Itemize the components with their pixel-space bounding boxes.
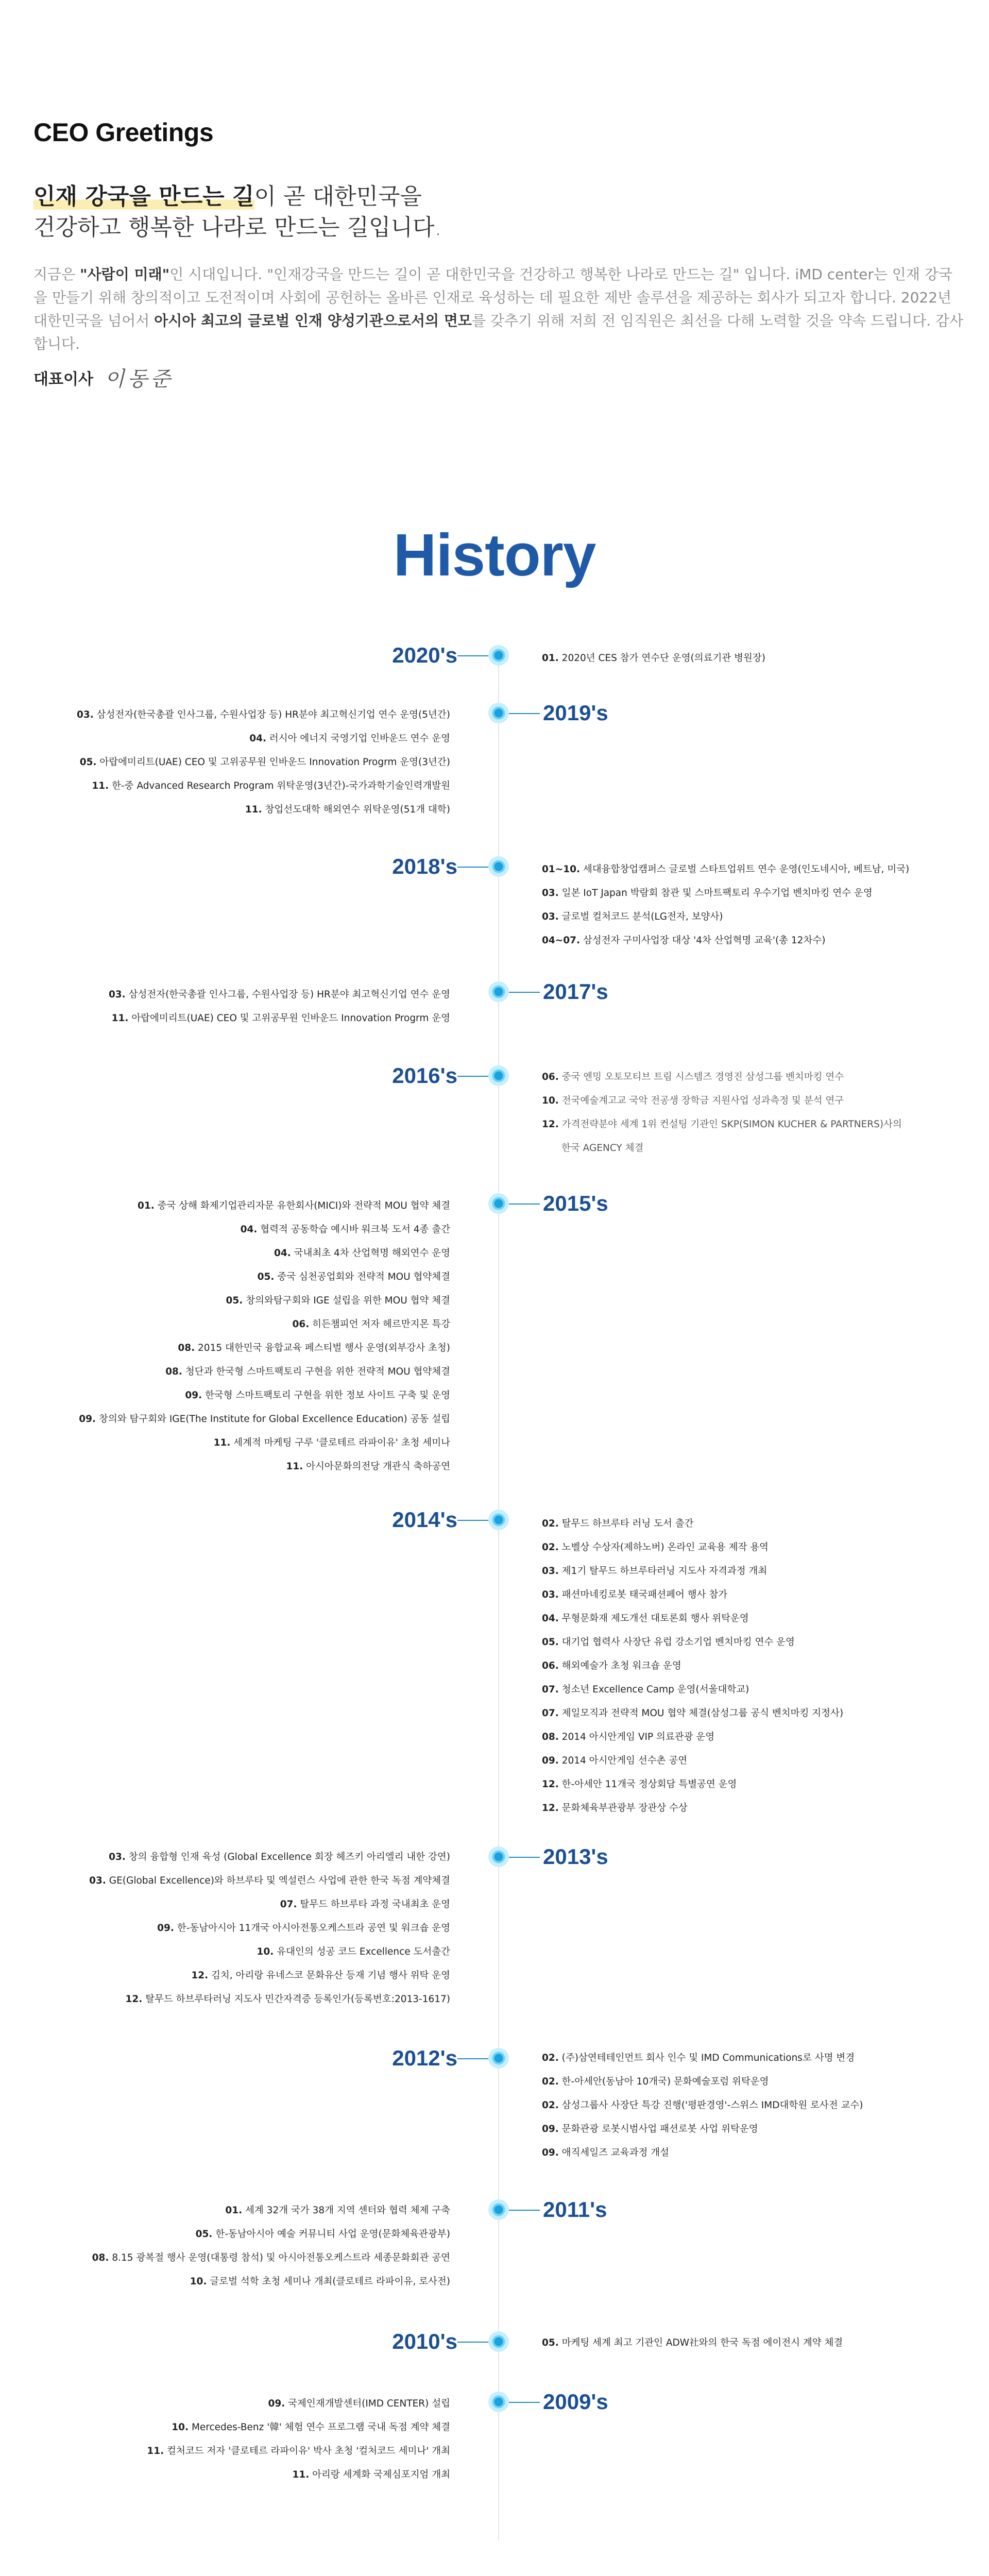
item-text: 아랍에미리트(UAE) CEO 및 고위공무원 인바운드 Innovation Progrm 운영(3년간) bbox=[99, 757, 450, 768]
era-year: 2012's bbox=[392, 2046, 457, 2070]
item-text: 한-아세안(동남아 10개국) 문화예술포럼 위탁운영 bbox=[561, 2076, 769, 2087]
item-text: (주)삼연테테인먼트 회사 인수 및 IMD Communications로 사명 변경 bbox=[561, 2053, 855, 2063]
ceo-role: 대표이사 bbox=[33, 370, 93, 388]
timeline-dot-icon bbox=[488, 645, 509, 666]
item-text: 협력적 공동학습 예시바 워크북 도서 4종 출간 bbox=[260, 1224, 450, 1235]
item-month: 01~10. bbox=[542, 864, 581, 875]
history-item bbox=[542, 1560, 843, 1583]
item-text: 전국예술계고교 국악 전공생 장학금 지원사업 성과측정 및 분석 연구 bbox=[561, 1095, 844, 1106]
timeline-dot-icon bbox=[488, 981, 509, 1002]
item-month: 04~07. bbox=[542, 935, 581, 946]
item-month: 02. bbox=[542, 2100, 559, 2111]
timeline-dot-icon bbox=[488, 1065, 509, 1086]
timeline-connector bbox=[509, 992, 540, 993]
item-month: 04. bbox=[249, 733, 267, 744]
body-text: 인 시대입니다. "인재강국을 만드는 길이 곧 대한민국을 건강하고 행복한 나라로 만드는 길" 입니다. iMD center는 인재 강국을 만들기 위해 창의적이고 도전적이며 사회에 공헌하는 올바른 인재로 육성하는 데 필요한 제반 솔루션을 제공하는 회사가 되고자 합니다. 2022년 대한민국을 넘어서 bbox=[33, 266, 952, 329]
item-text: 아리랑 세계화 국제심포지엄 개최 bbox=[312, 2469, 450, 2480]
timeline-connector bbox=[457, 1520, 488, 1521]
history-item bbox=[542, 2046, 863, 2070]
history-item bbox=[92, 2199, 450, 2223]
history-item bbox=[79, 1313, 450, 1336]
item-month: 08. bbox=[92, 2252, 109, 2263]
timeline-connector bbox=[509, 1204, 540, 1205]
history-item bbox=[77, 798, 450, 822]
timeline-connector bbox=[457, 2342, 488, 2343]
item-text: 제1기 탈무드 하브루타러닝 지도사 자격과정 개최 bbox=[561, 1566, 768, 1577]
item-month: 07. bbox=[280, 1899, 297, 1910]
timeline-connector bbox=[509, 713, 540, 714]
timeline-dot-icon bbox=[488, 1846, 509, 1867]
timeline-dot-icon bbox=[488, 2199, 509, 2220]
history-item bbox=[542, 1678, 843, 1702]
era-year: 2010's bbox=[392, 2329, 457, 2353]
item-month: 05. bbox=[226, 1295, 243, 1306]
item-month: 09. bbox=[185, 1390, 202, 1401]
body-emphasis: 아시아 최고의 글로벌 인재 양성기관으로서의 면모 bbox=[154, 312, 472, 329]
history-item bbox=[542, 1583, 843, 1607]
item-month: 08. bbox=[542, 1732, 559, 1742]
item-month: 08. bbox=[165, 1366, 182, 1377]
item-month: 05. bbox=[542, 2337, 559, 2348]
item-month: 11. bbox=[111, 1013, 129, 1024]
era-year: 2013's bbox=[543, 1844, 608, 1869]
history-item bbox=[92, 2223, 450, 2246]
item-month: 06. bbox=[542, 1660, 559, 1671]
item-month: 02. bbox=[542, 1518, 559, 1529]
history-item bbox=[542, 2331, 843, 2355]
ceo-signature bbox=[33, 363, 961, 392]
era-year: 2020's bbox=[392, 643, 457, 667]
history-item bbox=[89, 1964, 450, 1988]
history-item bbox=[92, 2246, 450, 2270]
item-text: 마케팅 세계 최고 기관인 ADW社와의 한국 독점 에이전시 계약 체결 bbox=[561, 2337, 843, 2348]
item-month: 09. bbox=[157, 1923, 174, 1934]
history-item bbox=[542, 2117, 863, 2141]
item-text: 2014 아시안게임 선수촌 공연 bbox=[561, 1755, 688, 1766]
era-year: 2009's bbox=[543, 2389, 608, 2414]
era-items bbox=[89, 1845, 450, 2011]
history-item bbox=[147, 2463, 450, 2487]
ceo-body bbox=[33, 263, 966, 355]
era-items bbox=[542, 858, 909, 953]
era-year: 2018's bbox=[392, 854, 457, 878]
history-item bbox=[79, 1242, 450, 1265]
item-text: 2015 대한민국 융합교육 페스티벌 행사 운영(외부강사 초청) bbox=[198, 1343, 450, 1353]
era-items bbox=[542, 2046, 863, 2165]
history-item bbox=[542, 1065, 902, 1089]
history-item bbox=[89, 1917, 450, 1940]
item-text: 2014 아시안게임 VIP 의료관광 운영 bbox=[561, 1732, 715, 1742]
history-item bbox=[79, 1265, 450, 1289]
timeline-connector bbox=[509, 2210, 540, 2211]
item-month: 09. bbox=[268, 2398, 285, 2409]
era-year: 2011's bbox=[543, 2197, 607, 2222]
item-text: 삼성전자(한국총괄 인사그룹, 수원사업장 등) HR분야 최고혁신기업 연수 운영 bbox=[128, 989, 450, 1000]
era-year: 2016's bbox=[392, 1063, 457, 1088]
timeline-dot-icon bbox=[488, 703, 509, 723]
item-month: 07. bbox=[542, 1684, 559, 1695]
history-item bbox=[109, 983, 450, 1007]
era-year: 2019's bbox=[543, 701, 608, 725]
history-item bbox=[542, 2094, 863, 2117]
item-month: 11. bbox=[292, 2469, 310, 2480]
timeline-connector bbox=[457, 867, 488, 868]
item-month: 05. bbox=[257, 1272, 275, 1282]
item-month: 04. bbox=[240, 1224, 258, 1235]
item-text: 세대융합창업캠퍼스 글로벌 스타트업위트 연수 운영(인도네시아, 베트남, 미국) bbox=[583, 864, 910, 875]
history-item bbox=[79, 1336, 450, 1360]
item-text: 세계 32개 국가 38개 지역 센터와 협력 체제 구축 bbox=[245, 2205, 450, 2216]
item-text: 한-동남아시아 11개국 아시아전통오케스트라 공연 및 워크숍 운영 bbox=[177, 1923, 450, 1934]
timeline-dot-icon bbox=[488, 2331, 509, 2352]
era-items bbox=[92, 2199, 450, 2294]
item-text: 대기업 협력사 사장단 유럽 강소기업 벤치마킹 연수 운영 bbox=[561, 1637, 795, 1648]
item-month: 09. bbox=[79, 1414, 96, 1425]
item-month: 03. bbox=[108, 989, 126, 1000]
item-month: 01. bbox=[225, 2205, 243, 2216]
item-month: 09. bbox=[542, 2147, 559, 2158]
history-item bbox=[79, 1218, 450, 1242]
item-text: 한국 AGENCY 체결 bbox=[561, 1143, 644, 1154]
item-text: 한-동남아시아 예술 커뮤니티 사업 운영(문화체육관광부) bbox=[215, 2229, 450, 2240]
era-year: 2014's bbox=[392, 1507, 457, 1532]
item-month: 03. bbox=[89, 1875, 106, 1886]
headline-line2: 건강하고 행복한 나라로 만드는 길입니다. bbox=[33, 214, 442, 241]
item-month: 02. bbox=[542, 2053, 559, 2063]
history-item bbox=[79, 1455, 450, 1479]
history-item bbox=[92, 2270, 450, 2294]
history-item bbox=[77, 703, 450, 727]
item-month: 02. bbox=[542, 1542, 559, 1553]
history-item bbox=[79, 1431, 450, 1455]
item-text: 히든챔피언 저자 헤르만지몬 특강 bbox=[312, 1319, 450, 1330]
item-text: 탈무드 하브루타 러닝 도서 출간 bbox=[561, 1518, 694, 1529]
history-item bbox=[542, 905, 909, 929]
history-item bbox=[89, 1869, 450, 1893]
item-month: 10. bbox=[190, 2276, 207, 2287]
ceo-headline bbox=[33, 181, 961, 243]
item-month: 04. bbox=[542, 1613, 559, 1624]
item-month: 10. bbox=[172, 2422, 189, 2433]
item-month: 02. bbox=[542, 2076, 559, 2087]
item-month: 11. bbox=[286, 1461, 303, 1472]
era-year: 2017's bbox=[543, 979, 608, 1004]
item-month: 04. bbox=[274, 1248, 291, 1259]
history-item bbox=[542, 1536, 843, 1560]
era-items bbox=[542, 647, 765, 670]
item-text: 무형문화재 제도개선 대토론회 행사 위탁운영 bbox=[561, 1613, 749, 1624]
history-item bbox=[79, 1194, 450, 1218]
history-item bbox=[79, 1289, 450, 1313]
item-text: 세계적 마케팅 구루 '클로테르 라파이유' 초청 세미나 bbox=[233, 1437, 450, 1448]
item-text: 중국 심천공업회와 전략적 MOU 협약체결 bbox=[277, 1272, 450, 1282]
item-text: 창의와 탐구회와 IGE(The Institute for Global Excellence Education) 공동 설립 bbox=[98, 1414, 450, 1425]
item-month: 05. bbox=[542, 1637, 559, 1648]
timeline-connector bbox=[457, 1076, 488, 1077]
item-text: GE(Global Excellence)와 하브루타 및 엑설런스 사업에 관한 한국 독점 계약체결 bbox=[109, 1875, 450, 1886]
timeline-dot-icon bbox=[488, 2048, 509, 2069]
era-items bbox=[147, 2392, 450, 2487]
history-item bbox=[89, 1845, 450, 1869]
item-text: 패션마네킹로봇 태국패션페어 행사 참가 bbox=[561, 1589, 728, 1600]
item-month: 01. bbox=[542, 653, 559, 664]
era-items bbox=[542, 1512, 843, 1820]
history-item bbox=[89, 1940, 450, 1964]
item-text: Mercedes-Benz '韓' 체험 연수 프로그램 국내 독점 계약 체결 bbox=[191, 2422, 450, 2433]
item-text: 해외예술가 초청 워크숍 운영 bbox=[561, 1660, 681, 1671]
item-month: 03. bbox=[542, 888, 559, 899]
era-items bbox=[542, 2331, 843, 2355]
history-item bbox=[542, 1797, 843, 1820]
era-year: 2015's bbox=[543, 1191, 608, 1215]
item-text: 김치, 아리랑 유네스코 문화유산 등재 기념 행사 위탁 운영 bbox=[211, 1970, 450, 1981]
body-text: 지금은 bbox=[33, 266, 80, 283]
era-items bbox=[109, 983, 450, 1030]
item-text: 한-아세안 11개국 정상회담 특별공연 운영 bbox=[561, 1779, 737, 1790]
item-text: 삼성그룹사 사장단 특강 진행('평판경영'-스위스 IMD대학원 로사전 교수) bbox=[561, 2100, 863, 2111]
history-item bbox=[77, 774, 450, 798]
item-month: 11. bbox=[213, 1437, 231, 1448]
item-text: 탈무드 하브루타러닝 지도사 민간자격증 등록인가(등록번호:2013-1617) bbox=[145, 1994, 450, 2005]
history-title: History bbox=[393, 521, 596, 588]
history-item bbox=[542, 882, 909, 905]
item-month: 05. bbox=[195, 2229, 213, 2240]
timeline-line bbox=[498, 654, 499, 2540]
headline-highlight: 인재 강국을 만드는 길 bbox=[33, 183, 254, 210]
timeline-connector bbox=[509, 2402, 540, 2403]
ceo-signature-name: 이동준 bbox=[104, 367, 174, 391]
item-month: 09. bbox=[542, 2124, 559, 2134]
item-month: 03. bbox=[109, 1852, 126, 1862]
item-month: 12. bbox=[542, 1119, 559, 1130]
item-month: 11. bbox=[92, 781, 109, 791]
item-month: 08. bbox=[178, 1343, 195, 1353]
item-text: 삼성전자 구미사업장 대상 '4차 산업혁명 교육'(총 12차수) bbox=[583, 935, 826, 946]
history-item bbox=[542, 1725, 843, 1749]
history-item bbox=[542, 929, 909, 953]
item-month: 12. bbox=[191, 1970, 209, 1981]
history-item bbox=[542, 858, 909, 882]
item-text: 삼성전자(한국총괄 인사그룹, 수원사업장 등) HR분야 최고혁신기업 연수 운영(5년간) bbox=[96, 709, 450, 720]
timeline-dot-icon bbox=[488, 1193, 509, 1214]
item-text: 문화관광 로봇시범사업 패션로봇 사업 위탁운영 bbox=[561, 2124, 758, 2134]
era-items bbox=[79, 1194, 450, 1479]
item-text: 한-중 Advanced Research Program 위탁운영(3년간)-국가과학기술인력개발원 bbox=[112, 781, 450, 791]
history-item bbox=[542, 1654, 843, 1678]
history-item bbox=[542, 1749, 843, 1773]
item-month: 06. bbox=[542, 1072, 559, 1082]
item-month: 10. bbox=[542, 1095, 559, 1106]
item-month: 03. bbox=[542, 1566, 559, 1577]
history-item bbox=[89, 1988, 450, 2011]
history-item bbox=[542, 1702, 843, 1725]
timeline-connector bbox=[509, 1857, 540, 1858]
body-text: 를 갖추기 위해 저희 전 임직원은 최선을 다해 노력할 것을 약속 드립니다. 감사합니다. bbox=[33, 312, 964, 352]
era-items bbox=[77, 703, 450, 822]
history-item bbox=[542, 1607, 843, 1631]
history-item bbox=[542, 1137, 902, 1160]
body-emphasis: "사람이 미래" bbox=[80, 266, 170, 283]
era-items bbox=[542, 1065, 902, 1160]
item-text: 한국형 스마트팩토리 구현을 위한 정보 사이트 구축 및 운영 bbox=[205, 1390, 450, 1401]
history-item bbox=[147, 2439, 450, 2463]
item-text: 창업선도대학 해외연수 위탁운영(51개 대학) bbox=[265, 804, 450, 815]
item-month: 11. bbox=[245, 804, 262, 815]
item-month: 06. bbox=[292, 1319, 310, 1330]
item-text: 중국 상해 화제기업관리자문 유한회사(MICI)와 전략적 MOU 협약 체결 bbox=[157, 1200, 450, 1211]
history-item bbox=[109, 1007, 450, 1030]
item-text: 창의와탐구회와 IGE 설립을 위한 MOU 협약 체결 bbox=[246, 1295, 450, 1306]
ceo-greetings-section bbox=[33, 117, 964, 392]
history-item bbox=[542, 1113, 902, 1137]
item-month: 01. bbox=[137, 1200, 155, 1211]
history-item bbox=[542, 1631, 843, 1654]
item-text: 창의 융합형 인재 육성 (Global Excellence 회장 헤즈키 아리엘리 내한 강연) bbox=[128, 1852, 450, 1862]
item-month: 10. bbox=[257, 1946, 274, 1957]
item-text: 청소년 Excellence Camp 운영(서울대학교) bbox=[561, 1684, 749, 1695]
item-text: 문화체육부관광부 장관상 수상 bbox=[561, 1803, 688, 1814]
history-item bbox=[79, 1408, 450, 1431]
history-item bbox=[542, 647, 765, 670]
item-text: 제일모직과 전략적 MOU 협약 체결(삼성그룹 공식 벤치마킹 지정사) bbox=[561, 1708, 844, 1719]
history-item bbox=[542, 1089, 902, 1113]
item-text: 러시아 에너지 국영기업 인바운드 연수 운영 bbox=[269, 733, 450, 744]
timeline-connector bbox=[457, 655, 488, 656]
history-item bbox=[89, 1893, 450, 1917]
history-item bbox=[77, 727, 450, 751]
history-item bbox=[542, 1512, 843, 1536]
timeline-dot-icon bbox=[488, 1510, 509, 1530]
history-item bbox=[147, 2416, 450, 2439]
history-item bbox=[77, 751, 450, 774]
item-text: 국제인재개발센터(IMD CENTER) 설립 bbox=[288, 2398, 450, 2409]
item-text: 국내최초 4차 산업혁명 해외연수 운영 bbox=[294, 1248, 450, 1259]
item-text: 일본 IoT Japan 박람회 참관 및 스마트팩토리 우수기업 벤치마킹 연수 운영 bbox=[561, 888, 873, 899]
item-month: 07. bbox=[542, 1708, 559, 1719]
timeline-dot-icon bbox=[488, 856, 509, 877]
history-item bbox=[79, 1384, 450, 1408]
item-text: 애직세일즈 교육과정 개설 bbox=[561, 2147, 670, 2158]
history-item bbox=[542, 2070, 863, 2094]
item-month: 09. bbox=[542, 1755, 559, 1766]
item-text: 유대인의 성공 코드 Excellence 도서출간 bbox=[277, 1946, 450, 1957]
item-text: 글로벌 컬처코드 분석(LG전자, 보양사) bbox=[561, 911, 723, 922]
item-month: 12. bbox=[542, 1779, 559, 1790]
headline-text: 이 곧 대한민국을 bbox=[254, 183, 422, 210]
history-item bbox=[542, 1773, 843, 1797]
item-month: 03. bbox=[77, 709, 94, 720]
history-item bbox=[79, 1360, 450, 1384]
item-month: 11. bbox=[147, 2446, 164, 2456]
item-text: 글로벌 석학 초청 세미나 개최(클로테르 라파이유, 로사전) bbox=[210, 2276, 450, 2287]
item-text: 청단과 한국형 스마트팩토리 구현을 위한 전략적 MOU 협약체결 bbox=[185, 1366, 450, 1377]
item-text: 8.15 광복절 행사 운영(대통령 참석) 및 아시아전통오케스트라 세종문화회관 공연 bbox=[112, 2252, 450, 2263]
history-item bbox=[147, 2392, 450, 2416]
item-month: 12. bbox=[542, 1803, 559, 1814]
item-text: 2020년 CES 참가 연수단 운영(의료기관 병원장) bbox=[561, 653, 766, 664]
item-month: 12. bbox=[125, 1994, 143, 2005]
timeline-dot-icon bbox=[488, 2392, 509, 2412]
item-text: 컬처코드 저자 '클로테르 라파이유' 박사 초청 '컬처코드 세미나' 개최 bbox=[167, 2446, 450, 2456]
timeline-connector bbox=[457, 2058, 488, 2059]
history-item bbox=[542, 2141, 863, 2165]
item-month: 03. bbox=[542, 911, 559, 922]
ceo-title: CEO Greetings bbox=[33, 118, 214, 147]
item-text: 아랍에미리트(UAE) CEO 및 고위공무원 인바운드 Innovation Progrm 운영 bbox=[131, 1013, 450, 1024]
item-text: 탈무드 하브루타 과정 국내최초 운영 bbox=[300, 1899, 450, 1910]
item-text: 가격전략분야 세계 1위 컨설팅 기관인 SKP(SIMON KUCHER & PARTNERS)사의 bbox=[561, 1119, 902, 1130]
item-month: 03. bbox=[542, 1589, 559, 1600]
item-text: 노벨상 수상자(제하노버) 온라인 교육용 제작 용역 bbox=[561, 1542, 769, 1553]
item-month: 05. bbox=[79, 757, 97, 768]
item-text: 아시아문화의전당 개관식 축하공연 bbox=[306, 1461, 450, 1472]
item-text: 중국 엔밍 오토모티브 트림 시스템즈 경영진 삼성그룹 벤치마킹 연수 bbox=[561, 1072, 844, 1082]
